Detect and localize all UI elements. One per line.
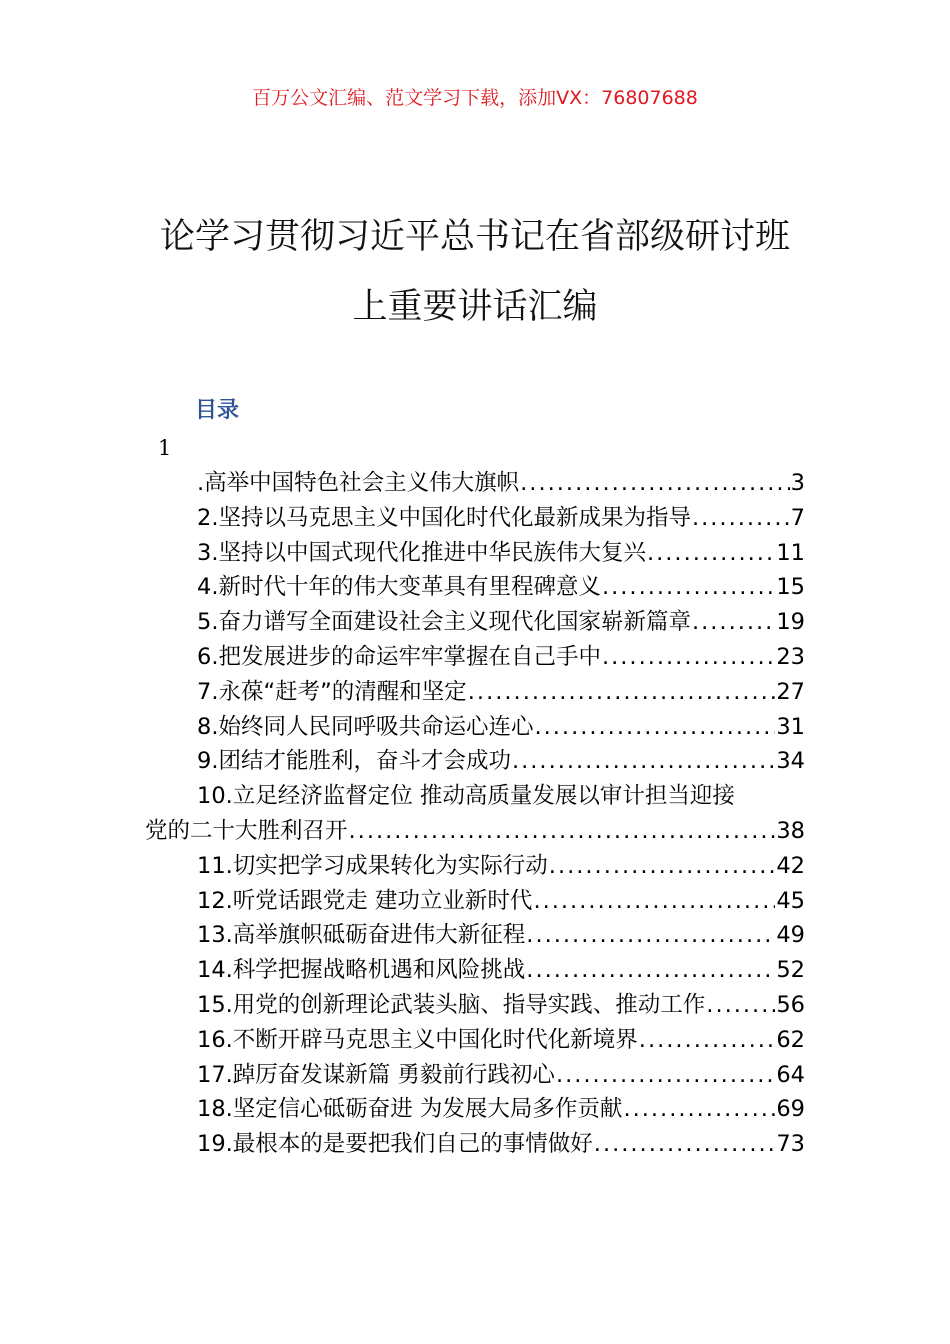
toc-entry-13[interactable] (145, 918, 805, 953)
toc-entry-page: 42 (776, 852, 805, 879)
toc-entry-page: 27 (776, 678, 805, 705)
toc-entry-page: 56 (776, 991, 805, 1018)
toc-entry-14[interactable] (145, 953, 805, 988)
toc-entry-title: 8.始终同人民同呼吸共命运心连心 (197, 713, 534, 740)
toc-dot-leader (526, 953, 775, 988)
toc-entry-title: 13.高举旗帜砥砺奋进伟大新征程 (197, 922, 526, 949)
toc-dot-leader (533, 884, 775, 919)
toc-entry-title: 5.奋力谱写全面建设社会主义现代化国家崭新篇章 (197, 609, 691, 636)
toc-entry-title: 3.坚持以中国式现代化推进中华民族伟大复兴 (197, 539, 646, 566)
toc-entry-title: 10.立足经济监督定位 推动高质量发展以审计担当迎接 (197, 783, 735, 810)
toc-entry-12[interactable] (145, 884, 805, 919)
toc-entry-title: .高举中国特色社会主义伟大旗帜 (197, 470, 520, 496)
toc-entry-page: 52 (776, 957, 805, 984)
toc-dot-leader (692, 501, 790, 536)
toc-entry-title: 14.科学把握战略机遇和风险挑战 (197, 957, 526, 984)
toc-entry-15[interactable] (145, 988, 805, 1023)
toc-dot-leader (623, 1092, 775, 1127)
toc-entry-title: 4.新时代十年的伟大变革具有里程碑意义 (197, 574, 601, 601)
toc-entry-page: 34 (776, 748, 805, 775)
header-promo-note: 百万公文汇编、范文学习下载，添加VX：76807688 (252, 87, 698, 109)
toc-entry-page: 69 (776, 1096, 805, 1123)
toc-dot-leader (520, 466, 790, 501)
toc-entry-10-continued[interactable] (145, 814, 805, 849)
toc-first-number: 1 (158, 436, 172, 460)
toc-entry-title: 19.最根本的是要把我们自己的事情做好 (197, 1131, 593, 1158)
document-title-line-2: 上重要讲话汇编 (352, 287, 598, 327)
toc-entry-title: 9.团结才能胜利，奋斗才会成功 (197, 748, 511, 775)
toc-entry-page: 62 (776, 1026, 805, 1053)
toc-entry-2[interactable] (145, 501, 805, 536)
toc-dot-leader (349, 814, 776, 849)
toc-entry-page: 73 (776, 1131, 805, 1158)
toc-entry-page: 49 (776, 922, 805, 949)
toc-entry-title: 2.坚持以马克思主义中国化时代化最新成果为指导 (197, 504, 691, 531)
toc-dot-leader (692, 605, 775, 640)
toc-dot-leader (556, 1058, 775, 1093)
toc-dot-leader (639, 1023, 776, 1058)
toc-entry-page: 3 (790, 470, 805, 496)
toc-dot-leader (468, 675, 776, 710)
toc-entry-page: 11 (776, 539, 805, 566)
toc-dot-leader (526, 918, 775, 953)
toc-entry-title: 16.不断开辟马克思主义中国化时代化新境界 (197, 1026, 638, 1053)
toc-entry-page: 19 (776, 609, 805, 636)
toc-entry-title: 7.永葆“赶考”的清醒和坚定 (197, 678, 467, 705)
toc-entry-16[interactable] (145, 1023, 805, 1058)
toc-entry-11[interactable] (145, 849, 805, 884)
toc-dot-leader (512, 744, 775, 779)
toc-entry-page: 23 (776, 643, 805, 670)
toc-entry-3[interactable] (145, 536, 805, 571)
toc-entry-title: 18.坚定信心砥砺奋进 为发展大局多作贡献 (197, 1096, 623, 1123)
toc-entry-8[interactable] (145, 710, 805, 745)
toc-heading: 目录 (195, 398, 240, 423)
toc-entry-title: 17.踔厉奋发谋新篇 勇毅前行践初心 (197, 1061, 555, 1088)
table-of-contents (145, 466, 805, 1162)
toc-entry-19[interactable] (145, 1127, 805, 1162)
toc-entry-page: 7 (790, 504, 805, 531)
toc-entry-page: 31 (776, 713, 805, 740)
toc-dot-leader (602, 640, 775, 675)
toc-entry-page: 45 (776, 887, 805, 914)
toc-entry-page: 64 (776, 1061, 805, 1088)
toc-entry-page: 38 (776, 817, 805, 844)
toc-entry-6[interactable] (145, 640, 805, 675)
toc-entry-9[interactable] (145, 744, 805, 779)
toc-dot-leader (549, 849, 776, 884)
toc-entry-title-continued: 党的二十大胜利召开 (145, 817, 348, 844)
toc-entry-page: 15 (776, 574, 805, 601)
toc-entry-7[interactable] (145, 675, 805, 710)
toc-entry-18[interactable] (145, 1092, 805, 1127)
document-title-line-1: 论学习贯彻习近平总书记在省部级研讨班 (159, 217, 790, 257)
toc-entry-17[interactable] (145, 1058, 805, 1093)
toc-dot-leader (534, 710, 775, 745)
toc-entry-5[interactable] (145, 605, 805, 640)
toc-entry-10[interactable] (145, 779, 805, 814)
toc-dot-leader (706, 988, 775, 1023)
toc-entry-title: 6.把发展进步的命运牢牢掌握在自己手中 (197, 643, 601, 670)
toc-entry-title: 11.切实把学习成果转化为实际行动 (197, 852, 548, 879)
toc-dot-leader (647, 536, 775, 571)
toc-entry-title: 15.用党的创新理论武装头脑、指导实践、推动工作 (197, 991, 706, 1018)
toc-dot-leader (602, 570, 775, 605)
toc-dot-leader (594, 1127, 776, 1162)
toc-entry-1[interactable] (145, 466, 805, 501)
toc-entry-4[interactable] (145, 570, 805, 605)
toc-entry-title: 12.听党话跟党走 建功立业新时代 (197, 887, 533, 914)
